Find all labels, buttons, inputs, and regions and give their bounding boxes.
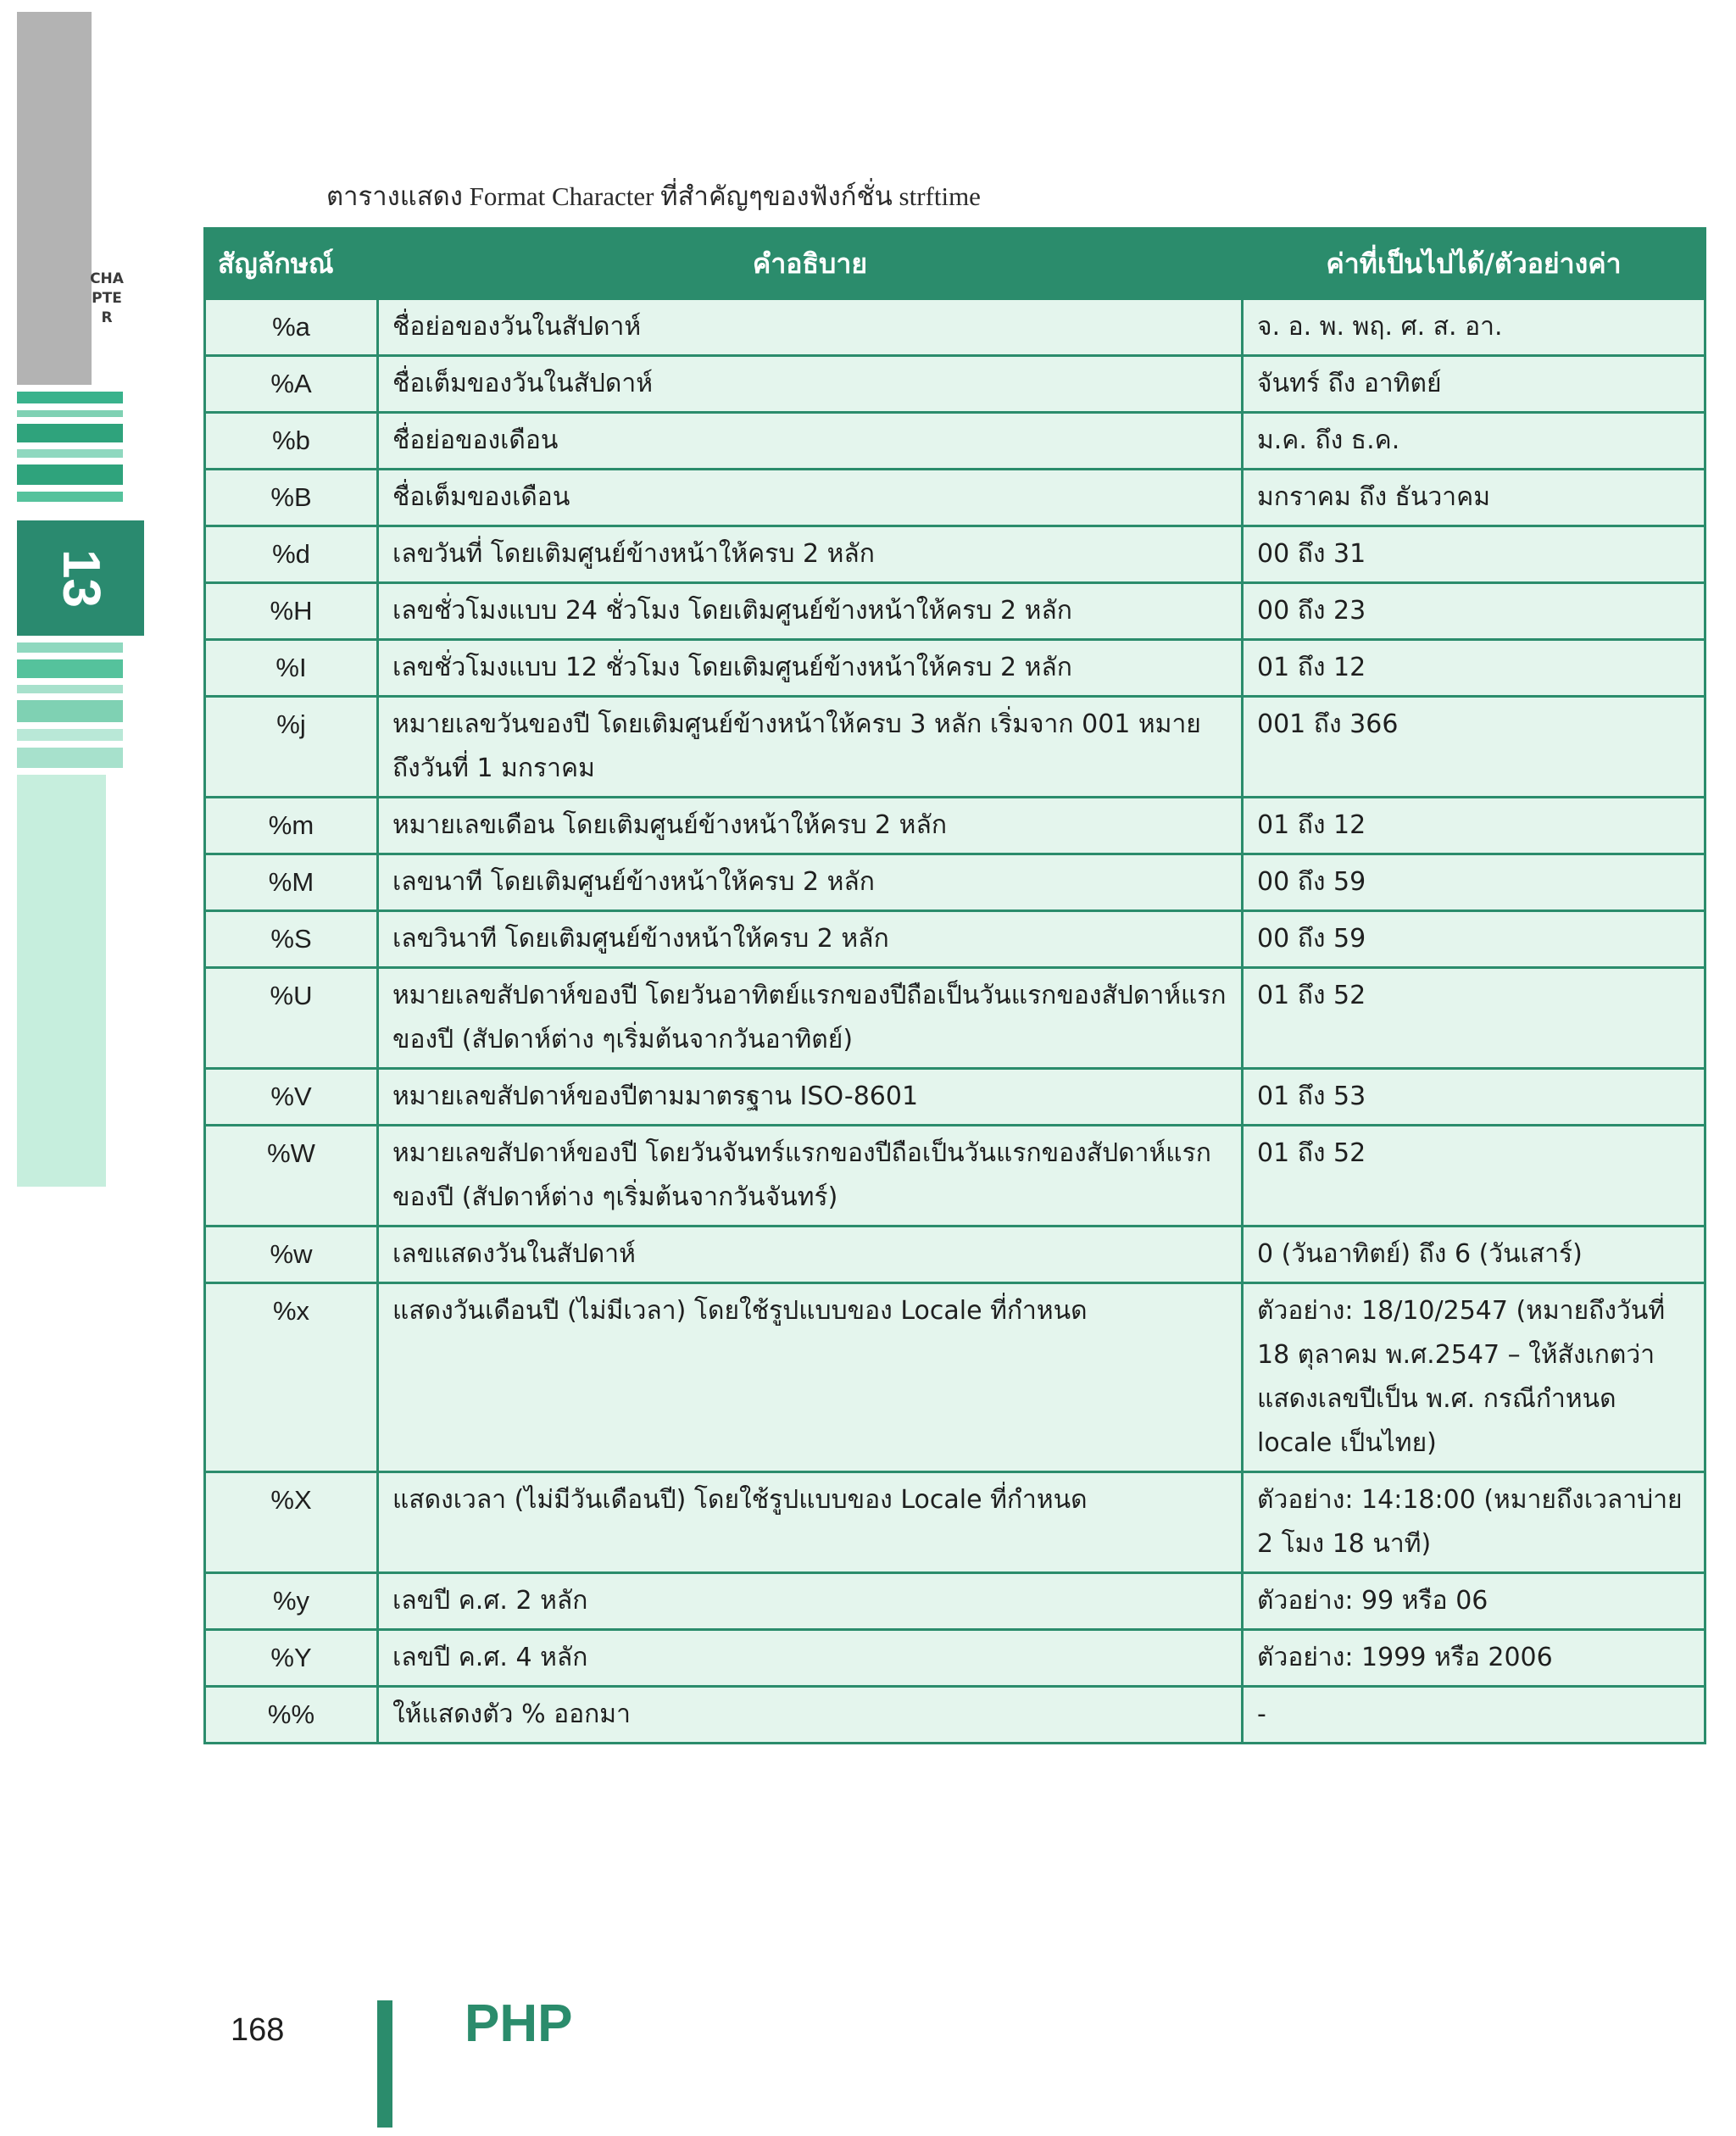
chapter-stripe	[17, 748, 123, 768]
value-cell: ตัวอย่าง: 18/10/2547 (หมายถึงวันที่ 18 ตุลาคม พ.ศ.2547 – ให้สังเกตว่าแสดงเลขปีเป็น พ.ศ. กรณีกำหนด locale เป็นไทย)	[1243, 1283, 1705, 1472]
table-row	[205, 854, 1705, 911]
format-symbol-cell: %b	[205, 413, 378, 470]
value-cell: 01 ถึง 52	[1243, 968, 1705, 1069]
format-symbol-cell: %x	[205, 1283, 378, 1472]
chapter-label: CHAPTER	[90, 270, 124, 326]
table-caption: ตารางแสดง Format Character ที่สำคัญๆของฟังก์ชั่น strftime	[326, 181, 981, 211]
table-row	[205, 1630, 1705, 1687]
table-row	[205, 1126, 1705, 1227]
table-row	[205, 356, 1705, 413]
chapter-stripe	[17, 410, 123, 417]
value-cell: ตัวอย่าง: 1999 หรือ 2006	[1243, 1630, 1705, 1687]
value-cell: ตัวอย่าง: 14:18:00 (หมายถึงเวลาบ่าย 2 โมง 18 นาที)	[1243, 1472, 1705, 1573]
table-row	[205, 526, 1705, 583]
value-cell: -	[1243, 1687, 1705, 1744]
format-symbol-cell: %%	[205, 1687, 378, 1744]
format-symbol-cell: %W	[205, 1126, 378, 1227]
chapter-stripe	[17, 424, 123, 442]
description-cell: ชื่อย่อของเดือน	[378, 413, 1243, 470]
column-header-symbol: สัญลักษณ์	[205, 229, 378, 299]
book-title: PHP	[465, 1994, 573, 2053]
value-cell: มกราคม ถึง ธันวาคม	[1243, 470, 1705, 526]
column-header-description: คำอธิบาย	[378, 229, 1243, 299]
description-cell: หมายเลขสัปดาห์ของปี โดยวันจันทร์แรกของปีถือเป็นวันแรกของสัปดาห์แรกของปี (สัปดาห์ต่าง ๆเริ่มต้นจากวันจันทร์)	[378, 1126, 1243, 1227]
value-cell: จันทร์ ถึง อาทิตย์	[1243, 356, 1705, 413]
footer-divider	[377, 2000, 392, 2128]
description-cell: เลขแสดงวันในสัปดาห์	[378, 1227, 1243, 1283]
table-row	[205, 1573, 1705, 1630]
value-cell: 001 ถึง 366	[1243, 697, 1705, 798]
table-row	[205, 697, 1705, 798]
value-cell: 01 ถึง 12	[1243, 798, 1705, 854]
description-cell: เลขนาที โดยเติมศูนย์ข้างหน้าให้ครบ 2 หลัก	[378, 854, 1243, 911]
format-symbol-cell: %M	[205, 854, 378, 911]
description-cell: ชื่อย่อของวันในสัปดาห์	[378, 299, 1243, 356]
chapter-stripe	[17, 659, 123, 678]
value-cell: ตัวอย่าง: 99 หรือ 06	[1243, 1573, 1705, 1630]
format-symbol-cell: %X	[205, 1472, 378, 1573]
chapter-stripe	[17, 685, 123, 693]
value-cell: 01 ถึง 53	[1243, 1069, 1705, 1126]
description-cell: หมายเลขสัปดาห์ของปีตามมาตรฐาน ISO-8601	[378, 1069, 1243, 1126]
table-row	[205, 583, 1705, 640]
description-cell: เลขวันที่ โดยเติมศูนย์ข้างหน้าให้ครบ 2 หลัก	[378, 526, 1243, 583]
value-cell: 01 ถึง 12	[1243, 640, 1705, 697]
table-row	[205, 413, 1705, 470]
value-cell: 00 ถึง 31	[1243, 526, 1705, 583]
chapter-stripe	[17, 449, 123, 458]
chapter-stripe	[17, 492, 123, 502]
value-cell: จ. อ. พ. พฤ. ศ. ส. อา.	[1243, 299, 1705, 356]
table-row	[205, 1283, 1705, 1472]
description-cell: เลขวินาที โดยเติมศูนย์ข้างหน้าให้ครบ 2 หลัก	[378, 911, 1243, 968]
table-row	[205, 911, 1705, 968]
description-cell: หมายเลขเดือน โดยเติมศูนย์ข้างหน้าให้ครบ 2 หลัก	[378, 798, 1243, 854]
description-cell: ชื่อเต็มของวันในสัปดาห์	[378, 356, 1243, 413]
table-row	[205, 1227, 1705, 1283]
table-header-row	[205, 229, 1705, 299]
chapter-stripe	[17, 729, 123, 741]
chapter-strip	[17, 12, 92, 385]
table-row	[205, 798, 1705, 854]
description-cell: เลขชั่วโมงแบบ 24 ชั่วโมง โดยเติมศูนย์ข้างหน้าให้ครบ 2 หลัก	[378, 583, 1243, 640]
table-row	[205, 968, 1705, 1069]
chapter-stripe	[17, 464, 123, 485]
chapter-number-box	[17, 520, 144, 636]
chapter-stripe	[17, 392, 123, 403]
table-row	[205, 470, 1705, 526]
page-number: 168	[231, 2012, 285, 2048]
format-symbol-cell: %a	[205, 299, 378, 356]
chapter-strip-light	[17, 775, 106, 1187]
format-symbol-cell: %A	[205, 356, 378, 413]
format-symbol-cell: %j	[205, 697, 378, 798]
table-row	[205, 299, 1705, 356]
table-row	[205, 640, 1705, 697]
format-symbol-cell: %d	[205, 526, 378, 583]
description-cell: ให้แสดงตัว % ออกมา	[378, 1687, 1243, 1744]
format-symbol-cell: %U	[205, 968, 378, 1069]
table-row	[205, 1472, 1705, 1573]
chapter-stripe	[17, 700, 123, 722]
format-character-table	[203, 227, 1706, 1744]
description-cell: หมายเลขสัปดาห์ของปี โดยวันอาทิตย์แรกของปีถือเป็นวันแรกของสัปดาห์แรกของปี (สัปดาห์ต่าง ๆเริ่มต้นจากวันอาทิตย์)	[378, 968, 1243, 1069]
value-cell: 01 ถึง 52	[1243, 1126, 1705, 1227]
format-symbol-cell: %Y	[205, 1630, 378, 1687]
description-cell: แสดงวันเดือนปี (ไม่มีเวลา) โดยใช้รูปแบบของ Locale ที่กำหนด	[378, 1283, 1243, 1472]
value-cell: ม.ค. ถึง ธ.ค.	[1243, 413, 1705, 470]
description-cell: แสดงเวลา (ไม่มีวันเดือนปี) โดยใช้รูปแบบของ Locale ที่กำหนด	[378, 1472, 1243, 1573]
format-symbol-cell: %B	[205, 470, 378, 526]
format-symbol-cell: %I	[205, 640, 378, 697]
description-cell: เลขชั่วโมงแบบ 12 ชั่วโมง โดยเติมศูนย์ข้างหน้าให้ครบ 2 หลัก	[378, 640, 1243, 697]
column-header-values: ค่าที่เป็นไปได้/ตัวอย่างค่า	[1243, 229, 1705, 299]
format-symbol-cell: %y	[205, 1573, 378, 1630]
format-symbol-cell: %H	[205, 583, 378, 640]
format-symbol-cell: %m	[205, 798, 378, 854]
format-symbol-cell: %V	[205, 1069, 378, 1126]
value-cell: 0 (วันอาทิตย์) ถึง 6 (วันเสาร์)	[1243, 1227, 1705, 1283]
chapter-stripe	[17, 642, 123, 653]
description-cell: ชื่อเต็มของเดือน	[378, 470, 1243, 526]
table-row	[205, 1069, 1705, 1126]
chapter-number: 13	[51, 548, 110, 608]
value-cell: 00 ถึง 59	[1243, 854, 1705, 911]
description-cell: เลขปี ค.ศ. 2 หลัก	[378, 1573, 1243, 1630]
value-cell: 00 ถึง 23	[1243, 583, 1705, 640]
format-symbol-cell: %S	[205, 911, 378, 968]
value-cell: 00 ถึง 59	[1243, 911, 1705, 968]
description-cell: หมายเลขวันของปี โดยเติมศูนย์ข้างหน้าให้ครบ 3 หลัก เริ่มจาก 001 หมายถึงวันที่ 1 มกราคม	[378, 697, 1243, 798]
table-row	[205, 1687, 1705, 1744]
description-cell: เลขปี ค.ศ. 4 หลัก	[378, 1630, 1243, 1687]
format-symbol-cell: %w	[205, 1227, 378, 1283]
